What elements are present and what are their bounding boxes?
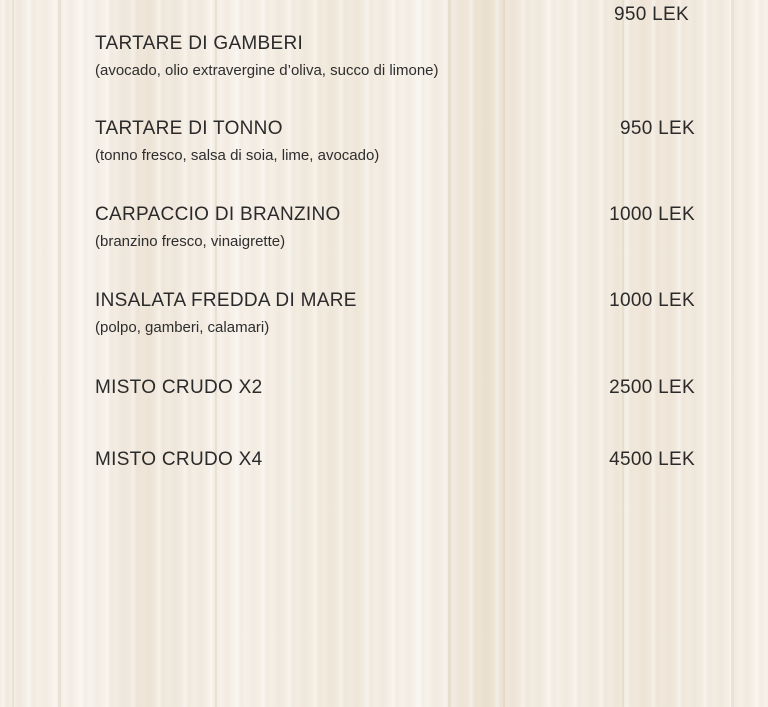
- item-price: 950 LEK: [614, 4, 689, 25]
- item-name: TARTARE DI GAMBERI: [95, 33, 304, 54]
- wood-grain: [58, 0, 61, 707]
- item-name: CARPACCIO DI BRANZINO: [95, 204, 341, 225]
- item-price: 2500 LEK: [609, 377, 695, 398]
- item-price: 4500 LEK: [609, 449, 695, 470]
- item-description: (avocado, olio extravergine d’oliva, succo di limone): [95, 62, 439, 79]
- menu-list: [95, 0, 695, 707]
- item-price: 950 LEK: [620, 118, 695, 139]
- item-name: TARTARE DI TONNO: [95, 118, 283, 139]
- item-name: MISTO CRUDO X4: [95, 449, 263, 470]
- item-description: (polpo, gamberi, calamari): [95, 319, 270, 336]
- item-name: MISTO CRUDO X2: [95, 377, 263, 398]
- item-price: 1000 LEK: [609, 204, 695, 225]
- item-description: (branzino fresco, vinaigrette): [95, 233, 286, 250]
- item-price: 1000 LEK: [609, 290, 695, 311]
- wood-grain: [12, 0, 14, 707]
- item-description: (tonno fresco, salsa di soia, lime, avocado): [95, 147, 380, 164]
- item-name: INSALATA FREDDA DI MARE: [95, 290, 357, 311]
- wood-grain: [731, 0, 734, 707]
